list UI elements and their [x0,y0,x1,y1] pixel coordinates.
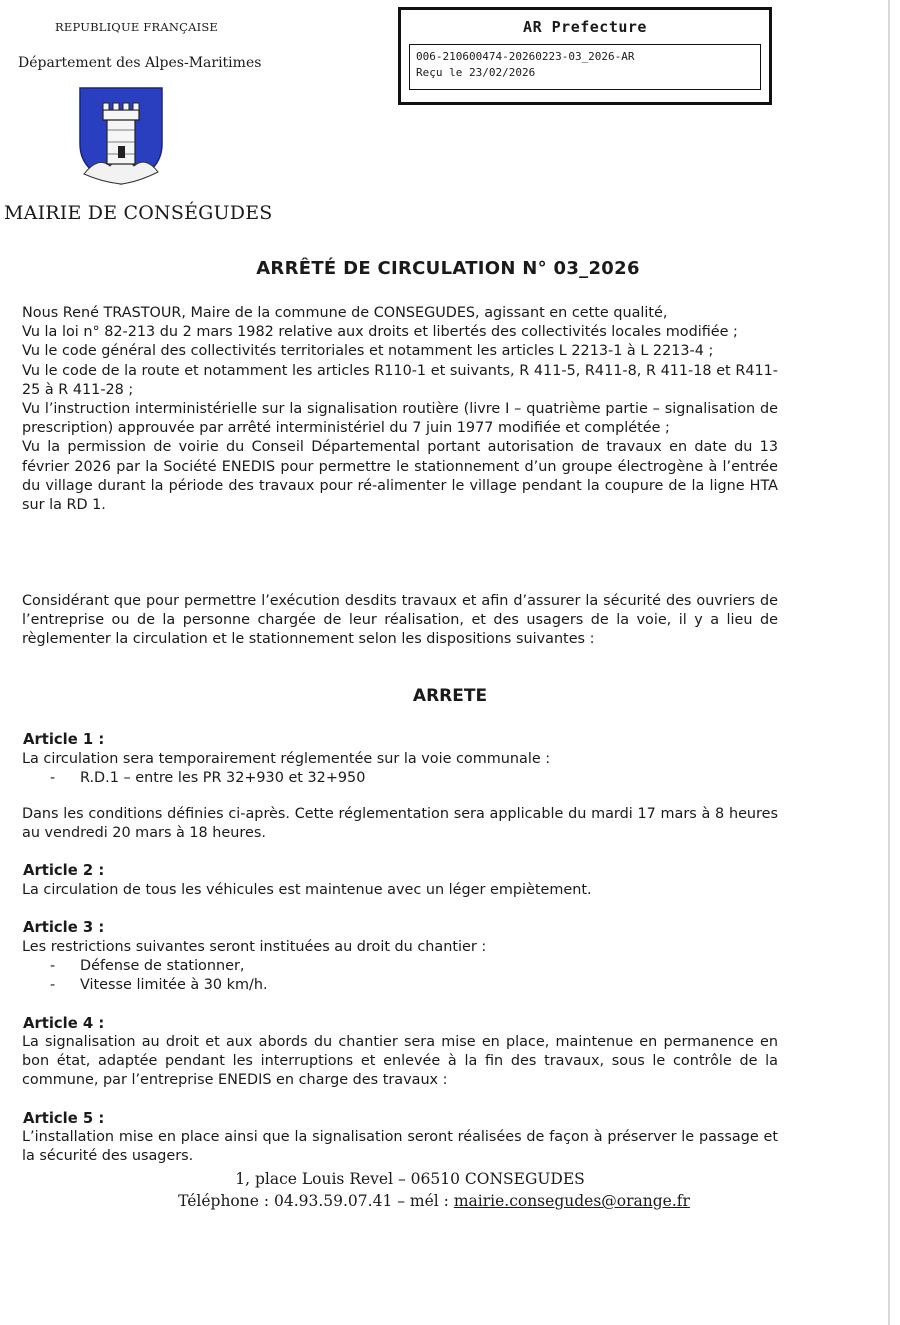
article-4-text: La signalisation au droit et aux abords du chantier sera mise en place, maintenue en permanence en bon état, adaptée pendant les interruptions et enlevée à la fin des travaux, sous le contrôle de la commune, par l’entreprise ENEDIS en charge des travaux : [22,1034,778,1089]
stamp-received-date: Reçu le 23/02/2026 [416,66,536,79]
article-1-bullet: - R.D.1 – entre les PR 32+930 et 32+950 [22,769,778,788]
document-title [0,258,900,279]
article-1-text: La circulation sera temporairement réglementée sur la voie communale : [22,751,551,767]
stamp-title: AR Prefecture [523,18,647,36]
preamble [22,304,778,515]
article-2-body [22,881,778,900]
article-5-body [22,1128,778,1166]
castle-tower-crest-icon [78,86,164,186]
footer-contact [24,1192,844,1210]
considerant-text: Considérant que pour permettre l’exécution desdits travaux et afin d’assurer la sécurité des ouvriers de l’entreprise ou de la personne chargée de leur réalisation, et des usagers de la voie, il y a lieu de règlementer la circulation et le stationnement selon les dispositions suivantes : [22,593,778,648]
article-1-bullet-text: R.D.1 – entre les PR 32+930 et 32+950 [80,770,366,787]
article-1-conditions-text: Dans les conditions définies ci-après. Cette réglementation sera applicable du mardi 17 mars à 8 heures au vendredi 20 mars à 18 heures. [22,806,778,842]
prefecture-stamp [398,7,772,105]
considerant [22,592,778,650]
article-3-bullet: - Défense de stationner, [22,957,778,976]
article-1-body [22,750,778,788]
preamble-line: Vu la permission de voirie du Conseil Départemental portant autorisation de travaux en date du 13 février 2026 par la Société ENEDIS pour permettre le stationnement d’un groupe électrogène à l’entrée du village durant la période des travaux pour ré-alimenter le village pendant la coupure de la ligne HTA sur la RD 1. [22,439,778,514]
article-3-bullet: - Vitesse limitée à 30 km/h. [22,976,778,995]
arrete-heading: ARRETE [412,686,488,706]
article-3-bullet-text: Défense de stationner, [80,958,245,975]
page-edge [888,0,890,1325]
article-4-body [22,1033,778,1091]
footer-address: 1, place Louis Revel – 06510 CONSEGUDES [235,1170,585,1188]
article-3-heading: Article 3 : [23,919,105,936]
document-title-text: ARRÊTÉ DE CIRCULATION N° 03_2026 [256,258,640,279]
department-label: Département des Alpes-Maritimes [18,55,262,71]
article-3-text: Les restrictions suivantes seront instituées au droit du chantier : [22,939,487,955]
article-1-conditions [22,805,778,843]
article-5-text: L’installation mise en place ainsi que la signalisation seront réalisées de façon à préserver le passage et la sécurité des usagers. [22,1129,778,1165]
article-2-text: La circulation de tous les véhicules est maintenue avec un léger empiètement. [22,882,592,898]
preamble-line: Nous René TRASTOUR, Maire de la commune de CONSEGUDES, agissant en cette qualité, [22,305,668,321]
republic-label: REPUBLIQUE FRANÇAISE [55,20,219,34]
preamble-line: Vu le code de la route et notamment les articles R110-1 et suivants, R 411-5, R411-8, R 411-18 et R411-25 à R 411-28 ; [22,362,778,398]
preamble-line: Vu la loi n° 82-213 du 2 mars 1982 relative aux droits et libertés des collectivités locales modifiée ; [22,324,738,341]
article-3-body [22,938,778,996]
mairie-title: MAIRIE DE CONSÉGUDES [4,202,273,224]
footer-email-link[interactable]: mairie.consegudes@orange.fr [453,1192,690,1210]
preamble-line: Vu le code général des collectivités territoriales et notamment les articles L 2213-1 à L 2213-4 ; [22,343,714,360]
article-3-bullet-text: Vitesse limitée à 30 km/h. [80,977,268,994]
preamble-line: Vu l’instruction interministérielle sur la signalisation routière (livre I – quatrième partie – signalisation de prescription) approuvée par arrêté interministériel du 7 juin 1977 modifiée et complétée ; [22,401,778,437]
stamp-reference: 006-210600474-20260223-03_2026-AR [416,50,635,63]
article-1-heading: Article 1 : [23,731,105,748]
article-2-heading: Article 2 : [23,862,105,879]
article-4-heading: Article 4 : [23,1015,105,1032]
footer-phone: Téléphone : 04.93.59.07.41 – mél : [178,1192,454,1210]
stamp-details [409,44,761,90]
article-5-heading: Article 5 : [23,1110,105,1127]
